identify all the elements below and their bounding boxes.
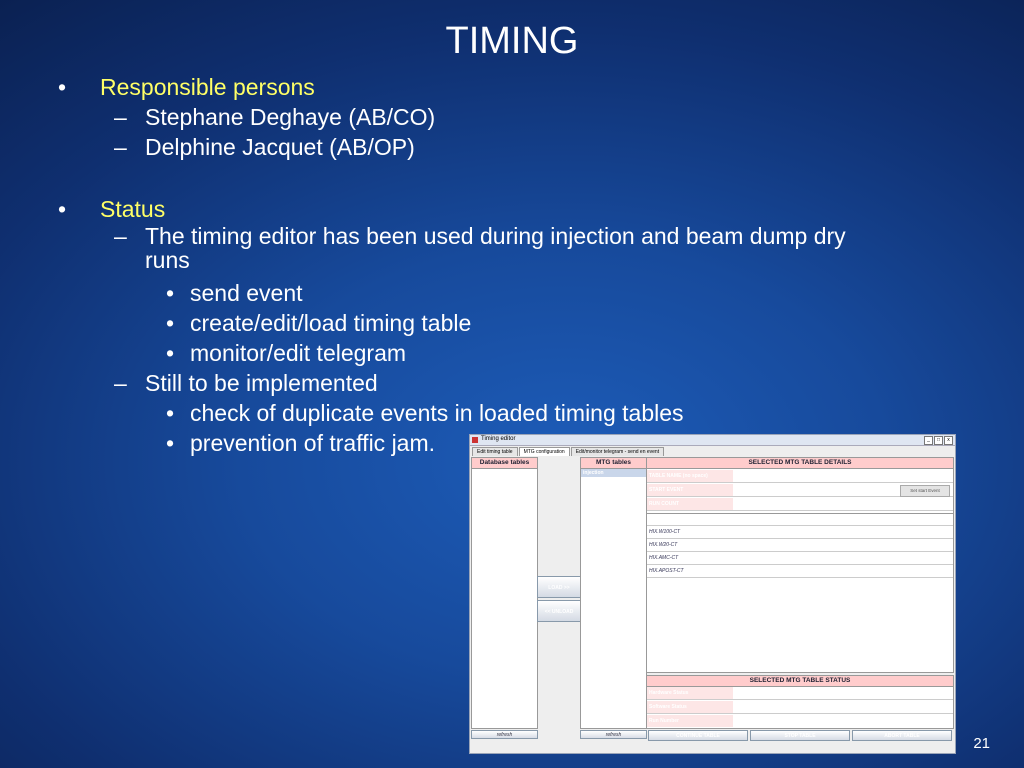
table-row[interactable] [647,565,953,578]
abort-table-button[interactable]: ABORT TABLE [852,730,952,741]
maximize-icon[interactable]: □ [934,436,943,445]
dash-mark: – [114,223,127,249]
dash-mark: – [114,104,127,130]
event-offset: 1010 [751,568,763,574]
event-name: HIX.AMC-CT [649,555,679,561]
mtg-tables-list [581,469,646,485]
bullet-responsible [58,72,958,102]
tab-bar [472,447,665,456]
mtg-tables-title: MTG tables [581,458,646,469]
window-title: Timing editor [481,436,516,442]
bullet-text-continued: runs [145,247,190,273]
mtg-tables-panel [580,457,647,729]
bullet-mark: • [166,400,175,426]
software-status-row [647,701,953,714]
bullet-text: monitor/edit telegram [190,340,407,366]
window-titlebar [470,435,955,446]
list-item[interactable]: BPM-TEST [474,502,500,508]
table-name-field[interactable]: injection [735,473,754,479]
continue-table-button[interactable]: CONTINUE TABLE [648,730,748,741]
event-offset: 980 [751,542,760,548]
dash-mark: – [114,370,127,396]
hardware-status-row [647,687,953,700]
column-header: EVENT DESCRIPTION [803,517,856,523]
load-button[interactable]: LOAD >> [537,576,581,598]
database-tables-panel [471,457,538,729]
stop-table-button[interactable]: STOP TABLE [750,730,850,741]
app-icon [472,437,478,443]
event-description: Injection NOW [803,555,836,561]
database-tables-title: Database tables [472,458,537,469]
event-description: Warning injection 100ms [803,529,858,535]
sub-bullet-person1 [58,102,958,132]
bullet-status [58,194,958,224]
run-count-field[interactable]: -1 [735,501,740,507]
sub-bullet-used [58,224,958,272]
bullet-text: check of duplicate events in loaded timing tables [190,400,684,426]
event-payload: 0 [699,529,702,535]
status-title: SELECTED MTG TABLE STATUS [647,676,953,687]
software-status-value: WAIT_TRIG [735,704,763,710]
event-offset: 1000 [751,555,763,561]
refresh-mtg-button[interactable]: refresh [580,730,647,739]
event-description: Warning injection 20ms [803,542,855,548]
unload-button[interactable]: << UNLOAD [537,600,581,622]
list-item[interactable]: TestBIXPOC [583,478,613,484]
list-item[interactable]: JUnitTestTable [474,510,510,516]
bullet-mark: • [58,196,67,222]
list-item[interactable]: myNewTable [474,478,505,484]
status-panel [646,675,954,729]
refresh-database-button[interactable]: refresh [471,730,538,739]
column-header: PAYLOAD(Hex) [699,517,736,523]
sub-bullet-person2 [58,132,958,162]
sub-bullet-still [58,368,958,398]
start-event-row [647,484,953,497]
set-start-event-button[interactable]: Set start Event [900,485,950,497]
database-tables-list [472,469,537,517]
run-count-row [647,498,953,511]
bullet-text: Still to be implemented [145,370,378,396]
run-number-row [647,715,953,728]
sub-sub-bullet-monitor [58,338,958,368]
tab-edit-monitor-telegram[interactable]: Edit/monitor telegram - send en event [571,447,664,456]
list-item[interactable]: XPOCTEST [474,470,501,476]
column-header: EVENT NAME [649,517,682,523]
list-item[interactable]: clonedTable [474,494,503,500]
bullet-mark: • [166,280,175,306]
bullet-text: Delphine Jacquet (AB/OP) [145,134,415,160]
table-row[interactable] [647,552,953,565]
list-item[interactable]: testTable [474,486,496,492]
events-table-header [647,513,953,526]
bullet-text: create/edit/load timing table [190,310,472,336]
sub-sub-bullet-create [58,308,958,338]
slide-title: TIMING [445,20,579,62]
tab-mtg-configuration[interactable]: MTG configuration [519,447,570,456]
run-count-label: RUN COUNT [647,498,733,510]
bullet-text: Responsible persons [100,74,315,100]
start-event-value: HX.FW-CT (0x0) - Injection forewarning (Currently 1S) [735,487,856,493]
table-name-label: TABLE NAME (no space) [647,470,733,482]
table-row[interactable] [647,539,953,552]
event-name: HIX.W100-CT [649,529,681,535]
bullet-mark: • [166,430,175,456]
software-status-label: Software Status [647,701,733,713]
bullet-mark: • [166,310,175,336]
tab-edit-timing-table[interactable]: Edit timing table [472,447,518,456]
table-name-row [647,470,953,483]
bullet-text: The timing editor has been used during injection and beam dump dry [145,223,846,249]
bullet-text: prevention of traffic jam. [190,430,436,456]
event-description: Injection +10ms [803,568,839,574]
details-panel [646,457,954,673]
start-event-label: START EVENT [647,484,733,496]
bullet-text: Stephane Deghaye (AB/CO) [145,104,436,130]
details-title: SELECTED MTG TABLE DETAILS [647,458,953,469]
bullet-text: Status [100,196,166,222]
event-name: HIX.APOST-CT [649,568,684,574]
event-name: HIX.W20-CT [649,542,678,548]
page-number: 21 [973,735,990,752]
hardware-status-value: WAITING-RUNNING- [735,690,783,696]
event-payload: 0 [699,542,702,548]
bullet-mark: • [58,74,67,100]
bullet-mark: • [166,340,175,366]
column-header: OFFSET (ms) [751,517,783,523]
bullet-list [58,72,958,458]
table-row[interactable] [647,526,953,539]
hardware-status-label: Hardware Status [647,687,733,699]
event-offset: 900 [751,529,760,535]
close-icon[interactable]: x [944,436,953,445]
run-number-label: Run Number [647,715,733,727]
sub-sub-bullet-send [58,278,958,308]
bullet-text: send event [190,280,303,306]
minimize-icon[interactable]: _ [924,436,933,445]
list-item[interactable]: injection [581,469,646,477]
sub-sub-bullet-check [58,398,958,428]
event-payload: 0 [699,568,702,574]
dash-mark: – [114,134,127,160]
event-payload: 0 [699,555,702,561]
